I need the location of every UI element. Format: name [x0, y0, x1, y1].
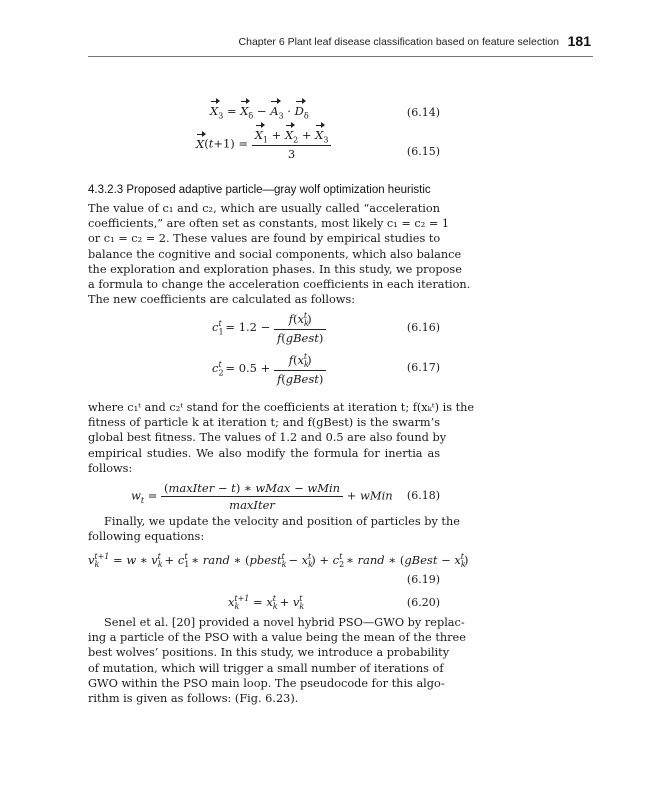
- equation-6-15: X(t+1) = $\frac{X_1 + X_2 + X_3}{3}$: [196, 128, 331, 161]
- equation-6-18: $w_t$ = $\frac{\text{(maxIter − t) ∗ wMax − wMin}}{\text{maxIter}}$ + wMin: [131, 481, 393, 512]
- equation-number-6-17: (6.17): [406, 361, 440, 374]
- equation-number-6-19: (6.19): [406, 573, 440, 586]
- paragraph-coefficients-definition: [88, 400, 475, 476]
- running-title: Chapter 6 Plant leaf disease classification based on feature selection: [238, 36, 559, 48]
- equation-number-6-14: (6.14): [406, 106, 440, 119]
- equation-6-20: $x_k^{t+1} = x_k^t + v_k^t$: [228, 594, 305, 612]
- equation-number-6-18: (6.18): [406, 489, 440, 502]
- equation-6-17: $c_2^t = 0.5$ + $\frac{f(x_k^t)}{\text{f(gBest)}}$: [212, 352, 326, 386]
- text-line: global best fitness. The values of 1.2 and 0.5 are also found by: [88, 431, 447, 445]
- text-line: rithm is given as follows: (Fig. 6.23).: [88, 692, 299, 706]
- section-heading: 4.3.2.3 Proposed adaptive particle—gray wolf optimization heuristic: [88, 184, 431, 196]
- equation-number-6-20: (6.20): [406, 596, 440, 609]
- text-line: Senel et al. [20] provided a novel hybrid PSO—GWO by replac-: [104, 616, 465, 629]
- text-line: The new coefficients are calculated as follows:: [88, 293, 356, 307]
- page-number: 181: [567, 33, 591, 49]
- text-line: The value of c₁ and c₂, which are usually called “acceleration: [88, 202, 440, 215]
- text-line: or c₁ = c₂ = 2. These values are found by empirical studies to: [88, 232, 441, 246]
- running-header: [88, 34, 593, 57]
- text-line: coefficients,” are often set as constants, most likely c₁ = c₂ = 1: [88, 217, 450, 231]
- equation-number-6-16: (6.16): [406, 321, 440, 334]
- text-line: Finally, we update the velocity and position of particles by the: [104, 515, 460, 528]
- text-line: fitness of particle k at iteration t; and f(gBest) is the swarm’s: [88, 416, 440, 430]
- paragraph-acceleration-coefficients: [88, 201, 471, 307]
- paragraph-hybrid-pso-gwo: [88, 615, 466, 706]
- text-line: GWO within the PSO main loop. The pseudocode for this algo-: [88, 676, 445, 690]
- text-line: a formula to change the acceleration coefficients in each iteration.: [88, 278, 471, 292]
- equation-6-16: $c_1^t = 1.2$ − $\frac{f(x_k^t)}{\text{f(gBest)}}$: [212, 311, 326, 345]
- text-line: balance the cognitive and social components, which also balance: [88, 247, 462, 261]
- text-line: best wolves’ positions. In this study, we introduce a probability: [88, 646, 450, 660]
- text-line: follows:: [88, 461, 133, 475]
- text-line: following equations:: [88, 530, 205, 544]
- text-line: where c₁ᵗ and c₂ᵗ stand for the coefficients at iteration t; f(xₖᵗ) is the: [88, 401, 475, 414]
- equation-number-6-15: (6.15): [406, 145, 440, 158]
- text-line: of mutation, which will trigger a small number of iterations of: [88, 661, 444, 675]
- text-line: ing a particle of the PSO with a value being the mean of the three: [88, 631, 466, 645]
- equation-6-14: $X_3 = X_\delta - A_3 \cdot D_\delta$: [210, 104, 309, 121]
- paragraph-velocity-update-intro: [88, 514, 460, 544]
- text-line: the exploration and exploration phases. In this study, we propose: [88, 262, 462, 276]
- text-line: empirical studies. We also modify the formula for inertia as: [88, 446, 440, 460]
- equation-6-19: $v_k^{t+1} = w$ ∗ $v_k^t + c_1^t$ ∗ rand ∗ (pbest$_k^t$ − $x_k^t) + c_2^t$ ∗ rand ∗ (gBest − $x_k^t$): [88, 552, 469, 570]
